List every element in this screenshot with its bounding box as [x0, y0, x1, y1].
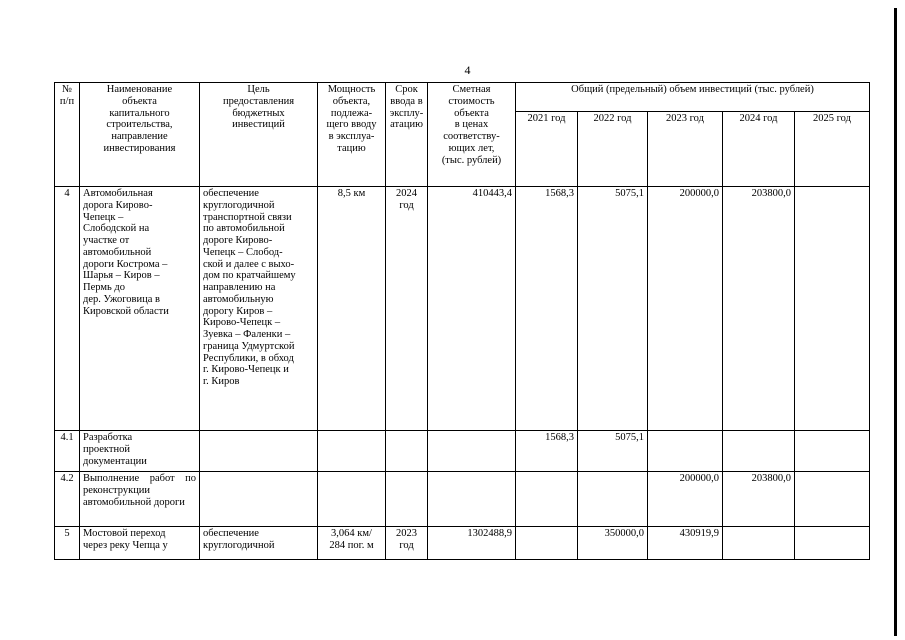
row-goal: [200, 472, 318, 527]
header-year-2025: 2025 год: [795, 112, 870, 187]
row-y2024: [723, 527, 795, 560]
row-name: Автомобильная дорога Кирово- Чепецк – Слободской на участке от автомобильной дороги Кострома – Шарья – Киров – Пермь до дер. Ужоговица в Кировской области: [80, 187, 200, 431]
row-y2023: 200000,0: [648, 472, 723, 527]
row-name: Мостовой переход через реку Чепца у: [80, 527, 200, 560]
row-goal: [200, 431, 318, 472]
row-name: Разработка проектной документации: [80, 431, 200, 472]
row-capacity: [318, 472, 386, 527]
header-capacity: Мощность объекта, подлежа- щего вводу в эксплуа- тацию: [318, 83, 386, 187]
row-cost: 410443,4: [428, 187, 516, 431]
header-year-2024: 2024 год: [723, 112, 795, 187]
header-goal: Цель предоставления бюджетных инвестиций: [200, 83, 318, 187]
row-term: 2024 год: [386, 187, 428, 431]
row-goal: обеспечение круглогодичной: [200, 527, 318, 560]
row-y2021: 1568,3: [516, 431, 578, 472]
row-term: [386, 431, 428, 472]
row-y2025: [795, 431, 870, 472]
row-goal: обеспечение круглогодичной транспортной связи по автомобильной дороге Кирово- Чепецк – Слобод- ской и далее с выхо- дом по кратчайшему направлению на автомобильную дорогу Киров – Кирово-Чепецк – Зуевка – Фаленки – граница Удмуртской Республики, в обход г. Кирово-Чепецк и г. Киров: [200, 187, 318, 431]
row-y2023: 430919,9: [648, 527, 723, 560]
table-row: [55, 472, 870, 527]
row-y2023: [648, 431, 723, 472]
row-y2025: [795, 472, 870, 527]
row-y2024: [723, 431, 795, 472]
header-name: Наименование объекта капитального строительства, направление инвестирования: [80, 83, 200, 187]
row-y2023: 200000,0: [648, 187, 723, 431]
table-row: [55, 187, 870, 431]
table-row: [55, 527, 870, 560]
row-term: [386, 472, 428, 527]
row-y2021: [516, 472, 578, 527]
row-capacity: 3,064 км/ 284 пог. м: [318, 527, 386, 560]
row-capacity: 8,5 км: [318, 187, 386, 431]
row-y2024: 203800,0: [723, 187, 795, 431]
row-y2021: [516, 527, 578, 560]
row-y2025: [795, 527, 870, 560]
row-cost: [428, 431, 516, 472]
row-cost: [428, 472, 516, 527]
row-y2022: [578, 472, 648, 527]
header-year-2022: 2022 год: [578, 112, 648, 187]
header-investment: Общий (предельный) объем инвестиций (тыс. рублей): [516, 83, 870, 112]
row-y2021: 1568,3: [516, 187, 578, 431]
row-capacity: [318, 431, 386, 472]
header-cost: Сметная стоимость объекта в ценах соответству- ющих лет, (тыс. рублей): [428, 83, 516, 187]
row-num: 4.1: [55, 431, 80, 472]
row-y2022: 350000,0: [578, 527, 648, 560]
row-num: 5: [55, 527, 80, 560]
scan-edge-line: [894, 8, 897, 636]
row-y2022: 5075,1: [578, 187, 648, 431]
header-year-2021: 2021 год: [516, 112, 578, 187]
row-num: 4: [55, 187, 80, 431]
investment-table: [54, 82, 870, 560]
row-y2025: [795, 187, 870, 431]
table-row: [55, 431, 870, 472]
row-name: Выполнение работ по реконструкции автомобильной дороги: [80, 472, 200, 527]
row-num: 4.2: [55, 472, 80, 527]
header-num: № п/п: [55, 83, 80, 187]
row-cost: 1302488,9: [428, 527, 516, 560]
header-term: Срок ввода в эксплу- атацию: [386, 83, 428, 187]
row-term: 2023 год: [386, 527, 428, 560]
page-number: 4: [464, 63, 471, 77]
header-year-2023: 2023 год: [648, 112, 723, 187]
row-y2022: 5075,1: [578, 431, 648, 472]
row-y2024: 203800,0: [723, 472, 795, 527]
